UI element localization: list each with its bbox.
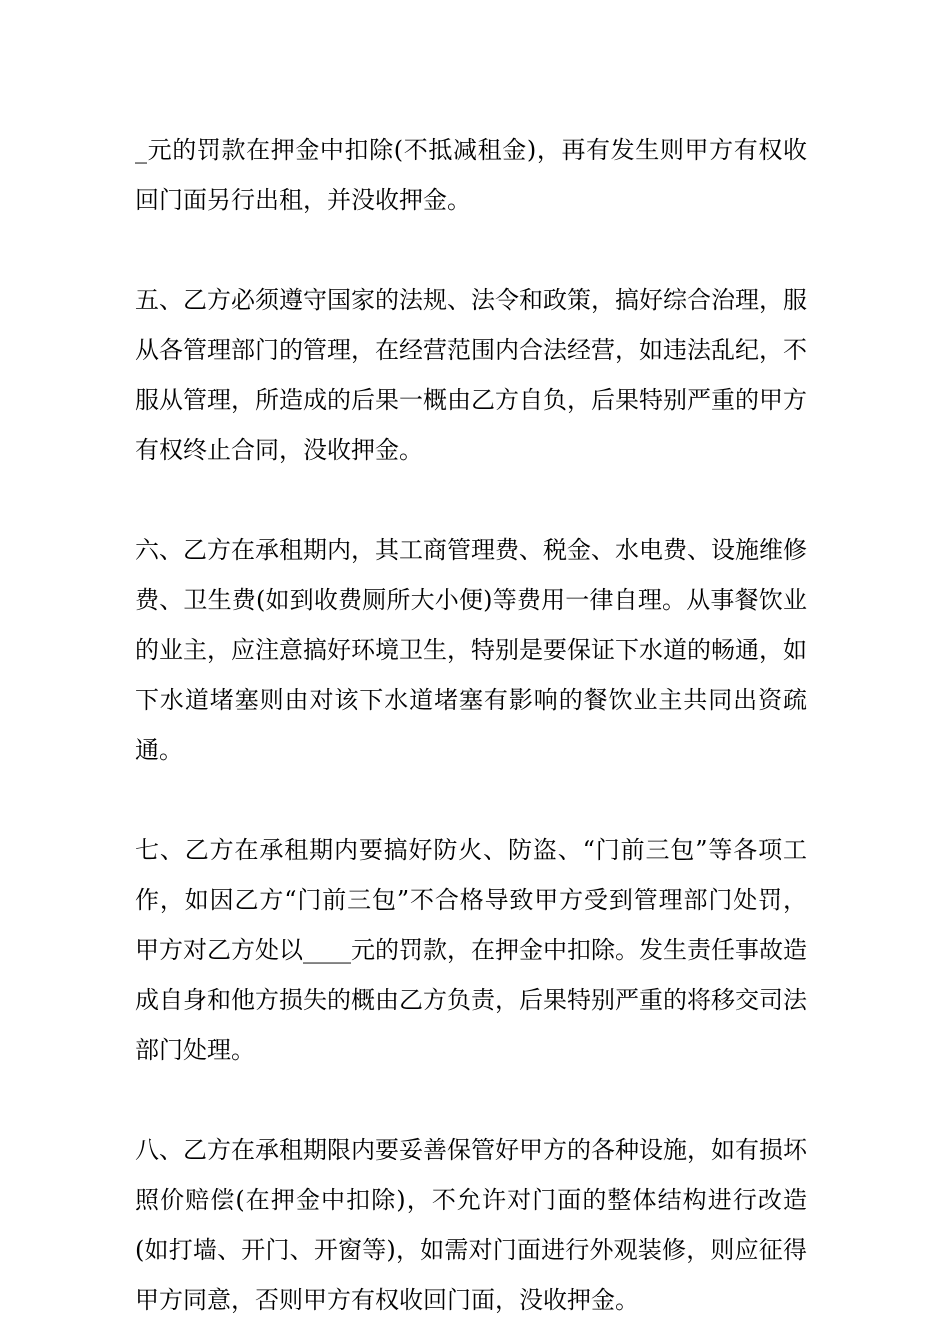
paragraph-clause-6: 六、乙方在承租期内，其工商管理费、税金、水电费、设施维修费、卫生费(如到收费厕所大小便)等费用一律自理。从事餐饮业的业主，应注意搞好环境卫生，特别是要保证下水道的畅通，如下水道堵塞则由对该下水道堵塞有影响的餐饮业主共同出资疏通。 [135,536,807,764]
paragraph-clause-7: 七、乙方在承租期内要搞好防火、防盗、“门前三包”等各项工作，如因乙方“门前三包”不合格导致甲方受到管理部门处罚，甲方对乙方处以____元的罚款，在押金中扣除。发生责任事故造成自身和他方损失的概由乙方负责，后果特别严重的将移交司法部门处理。 [135,836,807,1064]
document-text-block [135,125,807,1344]
paragraph-clause-4-continuation: _元的罚款在押金中扣除(不抵减租金)，再有发生则甲方有权收回门面另行出租，并没收押金。 [135,136,807,214]
paragraph-clause-5: 五、乙方必须遵守国家的法规、法令和政策，搞好综合治理，服从各管理部门的管理，在经营范围内合法经营，如违法乱纪，不服从管理，所造成的后果一概由乙方自负，后果特别严重的甲方有权终止合同，没收押金。 [135,286,807,464]
paragraph-clause-8: 八、乙方在承租期限内要妥善保管好甲方的各种设施，如有损坏照价赔偿(在押金中扣除)，不允许对门面的整体结构进行改造(如打墙、开门、开窗等)，如需对门面进行外观装修，则应征得甲方同意，否则甲方有权收回门面，没收押金。 [135,1136,807,1314]
